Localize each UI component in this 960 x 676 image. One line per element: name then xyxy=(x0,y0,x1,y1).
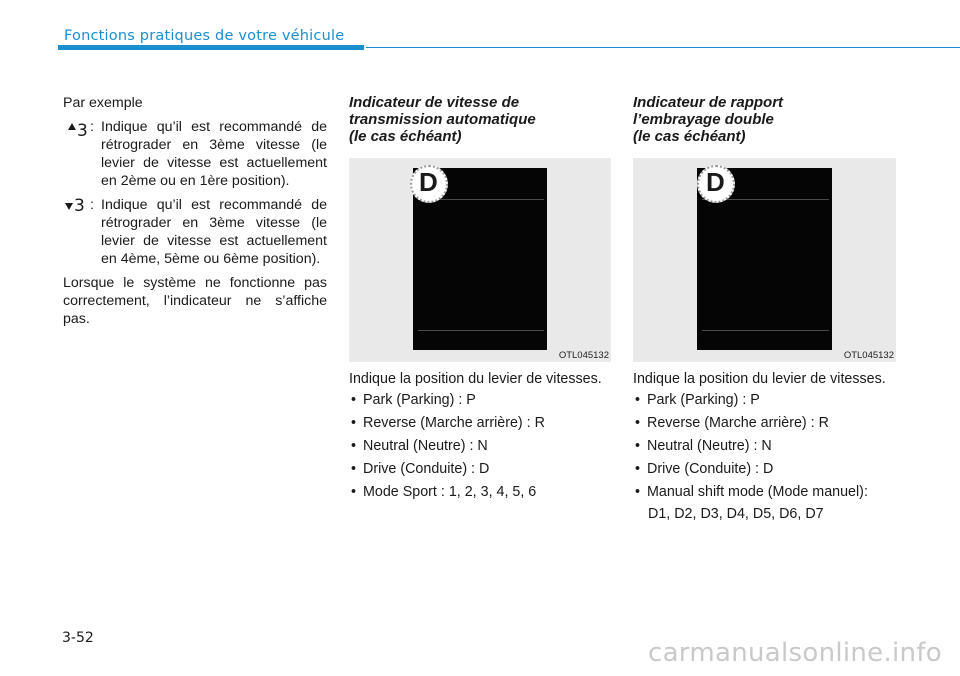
list-item xyxy=(633,484,896,501)
list-item xyxy=(63,196,327,268)
bullet: • xyxy=(351,484,357,500)
item-colon: : xyxy=(90,197,94,213)
list-item xyxy=(349,484,611,501)
list-item xyxy=(633,438,896,455)
bullet: • xyxy=(635,415,641,431)
section-title xyxy=(349,94,611,145)
display-divider xyxy=(702,330,829,331)
intro-text: Indique la position du levier de vitesses. xyxy=(349,371,602,387)
list-item xyxy=(349,392,611,409)
bullet: • xyxy=(351,415,357,431)
header-accent-bar xyxy=(58,45,364,50)
list-item xyxy=(633,415,896,432)
watermark: carmanualsonline.info xyxy=(647,638,942,668)
item-text: Indique qu’il est recommandé de rétrograder en 3ème vitesse (le levier de vitesse est actuellement en 4ème, 5ème ou 6ème position). xyxy=(101,197,327,267)
page-number: 3-52 xyxy=(62,630,94,646)
note-paragraph: Lorsque le système ne fonctionne pas correctement, l’indicateur ne s’affiche pas. xyxy=(63,275,327,327)
right-body xyxy=(633,371,896,523)
gear-letter: D xyxy=(706,167,725,197)
title-line: Indicateur de vitesse de xyxy=(349,94,520,111)
list-item-text: Reverse (Marche arrière) : R xyxy=(363,415,545,431)
display-divider xyxy=(418,330,544,331)
list-item xyxy=(349,461,611,478)
header-rule xyxy=(366,47,960,48)
gear-indicator-figure xyxy=(349,158,611,362)
middle-body xyxy=(349,371,611,507)
section-header-title: Fonctions pratiques de votre véhicule xyxy=(64,28,345,44)
bullet: • xyxy=(351,392,357,408)
column-left xyxy=(63,94,327,328)
column-middle xyxy=(349,94,611,145)
gear-list xyxy=(349,392,611,501)
column-right xyxy=(633,94,896,145)
list-item-text: Manual shift mode (Mode manuel): xyxy=(647,484,868,500)
bullet: • xyxy=(635,484,641,500)
figure-code: OTL045132 xyxy=(558,350,609,361)
list-item xyxy=(633,461,896,478)
list-item xyxy=(63,118,327,190)
list-item-text: Park (Parking) : P xyxy=(647,392,760,408)
section-title xyxy=(633,94,896,145)
bullet: • xyxy=(635,438,641,454)
list-item xyxy=(349,438,611,455)
manual-mode-values: D1, D2, D3, D4, D5, D6, D7 xyxy=(648,506,824,522)
list-item-text: Mode Sport : 1, 2, 3, 4, 5, 6 xyxy=(363,484,537,500)
list-item-text: Neutral (Neutre) : N xyxy=(647,438,772,454)
title-line: (le cas échéant) xyxy=(349,128,462,145)
item-colon: : xyxy=(90,119,94,135)
list-item-text: Reverse (Marche arrière) : R xyxy=(647,415,829,431)
list-item xyxy=(349,415,611,432)
title-line: (le cas échéant) xyxy=(633,128,746,145)
svg-text:3: 3 xyxy=(74,197,85,215)
bullet: • xyxy=(351,438,357,454)
list-item-text: Drive (Conduite) : D xyxy=(647,461,774,477)
list-item-text: Neutral (Neutre) : N xyxy=(363,438,488,454)
list-item xyxy=(633,392,896,409)
example-label: Par exemple xyxy=(63,95,143,111)
bullet: • xyxy=(351,461,357,477)
list-item-text: Park (Parking) : P xyxy=(363,392,476,408)
title-line: transmission automatique xyxy=(349,111,536,128)
title-line: Indicateur de rapport xyxy=(633,94,784,111)
bullet: • xyxy=(635,392,641,408)
gear-letter: D xyxy=(419,167,438,197)
item-text: Indique qu’il est recommandé de rétrograder en 3ème vitesse (le levier de vitesse est actuellement en 2ème ou en 1ère position). xyxy=(101,119,327,189)
list-item-text: Drive (Conduite) : D xyxy=(363,461,490,477)
figure-code: OTL045132 xyxy=(843,350,894,361)
svg-text:3: 3 xyxy=(77,121,88,137)
title-line: l’embrayage double xyxy=(633,111,774,128)
bullet: • xyxy=(635,461,641,477)
gear-list xyxy=(633,392,896,501)
gear-indicator-figure xyxy=(633,158,896,362)
intro-text: Indique la position du levier de vitesses. xyxy=(633,371,886,387)
